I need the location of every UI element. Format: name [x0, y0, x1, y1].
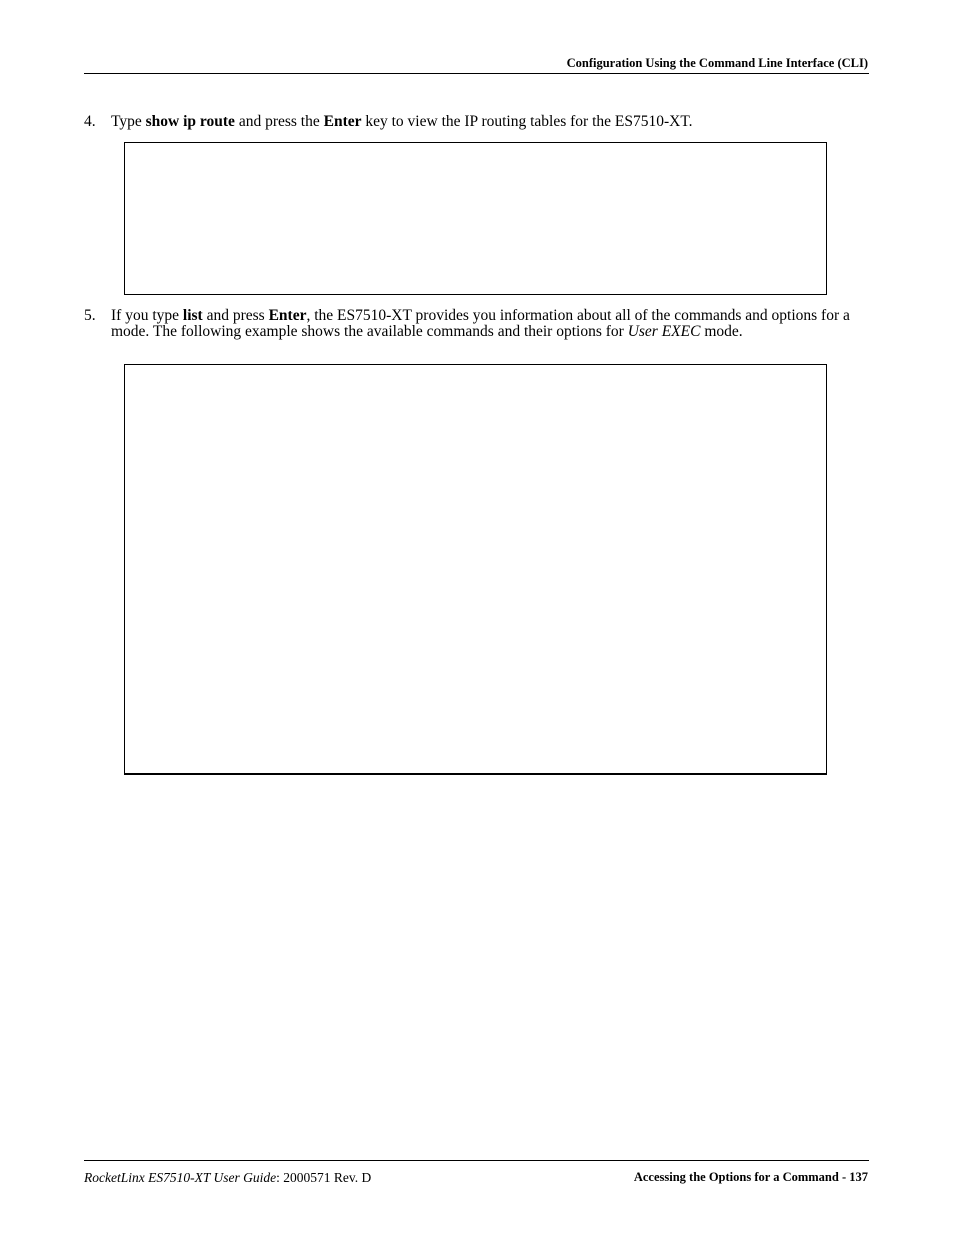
- footer-doc-info: [84, 1170, 371, 1186]
- step-number: 5.: [84, 307, 96, 324]
- command-list: list: [182, 307, 203, 324]
- command-show-ip-route: show ip route: [145, 113, 235, 130]
- footer-doc-number: : 2000571 Rev. D: [276, 1170, 372, 1185]
- step-text: If you type list and press Enter, the ES7510-XT provides you information about all of the commands and options for a mode. The following example shows the available commands and their options for User EXEC mode.: [111, 307, 850, 340]
- header-rule: [84, 73, 869, 74]
- header-title: Configuration Using the Command Line Interface (CLI): [566, 56, 868, 70]
- cli-output-box-list: [124, 364, 827, 775]
- step-4: [84, 114, 874, 130]
- step-5: [84, 308, 874, 340]
- footer-rule: [84, 1160, 869, 1161]
- cli-output-box-route: [124, 142, 827, 295]
- step-text: Type show ip route and press the Enter key to view the IP routing tables for the ES7510-XT.: [111, 113, 693, 130]
- mode-name: User EXEC: [627, 323, 701, 340]
- footer-doc-title: RocketLinx ES7510-XT User Guide: [84, 1170, 277, 1185]
- enter-key: Enter: [323, 113, 362, 130]
- enter-key: Enter: [268, 307, 307, 324]
- footer-section: Accessing the Options for a Command - 137: [633, 1170, 868, 1184]
- step-number: 4.: [84, 113, 96, 130]
